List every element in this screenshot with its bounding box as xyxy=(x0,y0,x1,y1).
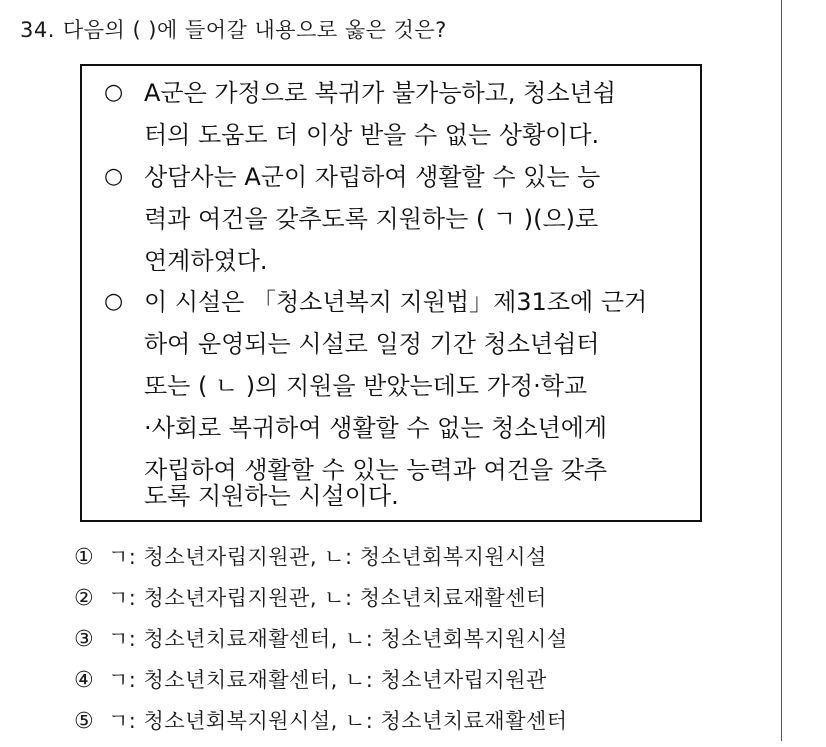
option-text: ㄱ: 청소년자립지원관, ㄴ: 청소년회복지원시설 xyxy=(108,545,547,569)
passage-line: 상담사는 A군이 자립하여 생활할 수 있는 능 xyxy=(144,163,601,191)
passage-line: 또는 ( ㄴ )의 지원을 받았는데도 가정·학교 xyxy=(144,372,588,400)
option-number: ⑤ xyxy=(74,709,95,734)
passage-line: ·사회로 복귀하여 생활할 수 없는 청소년에게 xyxy=(144,414,608,442)
answer-option-4[interactable] xyxy=(74,665,568,706)
option-number: ③ xyxy=(74,627,95,652)
answer-option-1[interactable] xyxy=(74,542,568,583)
bullet-circle: ○ xyxy=(104,80,124,105)
option-text: ㄱ: 청소년자립지원관, ㄴ: 청소년치료재활센터 xyxy=(108,586,547,610)
option-number: ④ xyxy=(74,668,95,693)
question-stem xyxy=(20,15,447,45)
option-number: ① xyxy=(74,545,95,570)
option-number: ② xyxy=(74,586,95,611)
option-text: ㄱ: 청소년치료재활센터, ㄴ: 청소년회복지원시설 xyxy=(108,627,568,651)
page-divider xyxy=(781,0,782,741)
option-text: ㄱ: 청소년회복지원시설, ㄴ: 청소년치료재활센터 xyxy=(108,709,568,733)
bullet-circle: ○ xyxy=(104,164,124,189)
passage-line: 이 시설은 「청소년복지 지원법」제31조에 근거 xyxy=(144,288,648,316)
answer-options xyxy=(74,542,568,747)
passage-box xyxy=(80,64,702,522)
passage-line: 도록 지원하는 시설이다. xyxy=(144,482,399,510)
passage-line: 하여 운영되는 시설로 일정 기간 청소년쉼터 xyxy=(144,330,600,358)
passage-line: 력과 여건을 갖추도록 지원하는 ( ㄱ )(으)로 xyxy=(144,205,599,233)
passage-line: 터의 도움도 더 이상 받을 수 없는 상황이다. xyxy=(144,121,600,149)
question-text: 다음의 ( )에 들어갈 내용으로 옳은 것은? xyxy=(62,18,447,42)
passage-line: 연계하였다. xyxy=(144,247,268,275)
bullet-circle: ○ xyxy=(104,289,124,314)
question-number: 34. xyxy=(20,18,55,42)
option-text: ㄱ: 청소년치료재활센터, ㄴ: 청소년자립지원관 xyxy=(108,668,547,692)
answer-option-3[interactable] xyxy=(74,624,568,665)
answer-option-2[interactable] xyxy=(74,583,568,624)
passage-line: 자립하여 생활할 수 있는 능력과 여건을 갖추 xyxy=(144,456,608,484)
passage-line: A군은 가정으로 복귀가 불가능하고, 청소년쉼 xyxy=(144,79,616,107)
